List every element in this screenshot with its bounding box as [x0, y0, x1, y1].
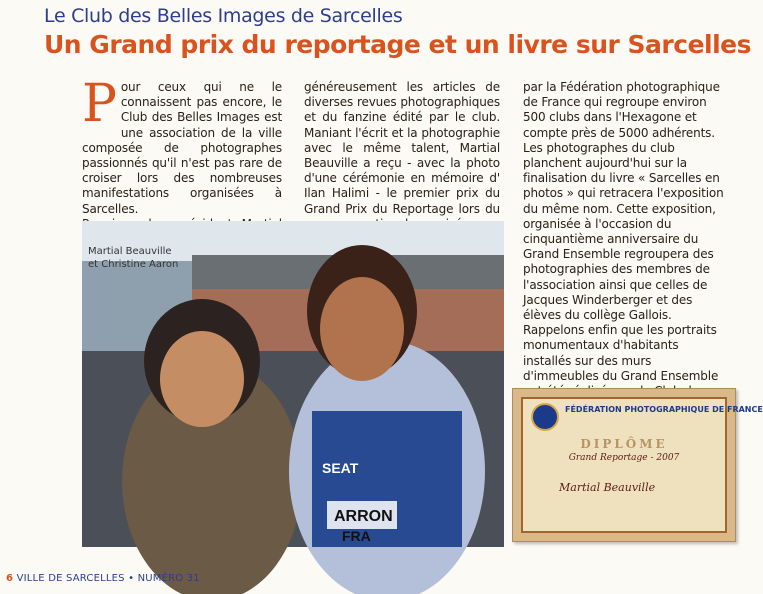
ffp-logo-icon [531, 403, 559, 431]
bib-name-text: ARRON [334, 508, 393, 525]
bib-country-text: FRA [342, 528, 371, 544]
col3-paragraph-1: par la Fédération photographique de France qui regroupe environ 500 clubs dans l'Hexagone et compte près de 5000 adhérents. [523, 80, 720, 140]
diploma-org: FÉDÉRATION PHOTOGRAPHIQUE DE FRANCE [565, 405, 763, 414]
page-number: 6 [6, 573, 14, 584]
col3-paragraph-3: Rappelons enfin que les portraits monumentaux d'habitants installés sur des murs d'immeubles du Grand Ensemble [523, 323, 719, 383]
sponsor-text: SEAT [322, 460, 359, 476]
stadium-photo [82, 221, 504, 547]
diploma-image [512, 388, 763, 542]
diploma-title: DIPLÔME [580, 437, 668, 451]
headline: Un Grand prix du reportage et un livre sur Sarcelles [44, 30, 751, 59]
diploma-award: Grand Reportage - 2007 [568, 453, 680, 463]
article-column-2 [304, 80, 500, 232]
publication-name: VILLE DE SARCELLES • NUMÉRO 31 [16, 573, 200, 584]
drop-cap: P [82, 74, 117, 134]
article-column-3 [523, 80, 729, 414]
page-footer [6, 573, 200, 584]
col2-paragraph-1: généreusement les articles de diverses revues photographiques et du fanzine édité par le club. Maniant l'écrit et la photographie avec le même talent, Martial Beauville a reçu - avec la photo d'une cérémonie en mémoire d' Ilan Halimi - le premier prix du Grand Prix du Reportage lors du [304, 80, 500, 216]
caption-line-1: Martial Beauville [88, 246, 172, 257]
caption-line-2: et Christine Aaron [88, 259, 179, 270]
col3-paragraph-2: Les photographes du club planchent aujourd'hui sur la finalisation du livre « Sarcelles en photos » qui retracera l'exposition du même nom. Cette exposition, organisée à l'occasion du cinquantième anniversaire du Grand Ensemble regroupera des photographies des membres de l'association ainsi que celles de Jacques Winderberger et des élèves du collège Gallois. [523, 140, 724, 323]
diploma-name: Martial Beauville [559, 481, 656, 494]
kicker: Le Club des Belles Images de Sarcelles [44, 5, 403, 27]
photo-caption [88, 245, 198, 271]
col1-paragraph-1: our ceux qui ne le connaissent pas encore, le Club des Belles Images est une association de la ville composée de photographes passionnés qu'il n'est pas rare de croiser lors des nombreuses manifestations organisées à Sarcelles. [82, 80, 282, 216]
